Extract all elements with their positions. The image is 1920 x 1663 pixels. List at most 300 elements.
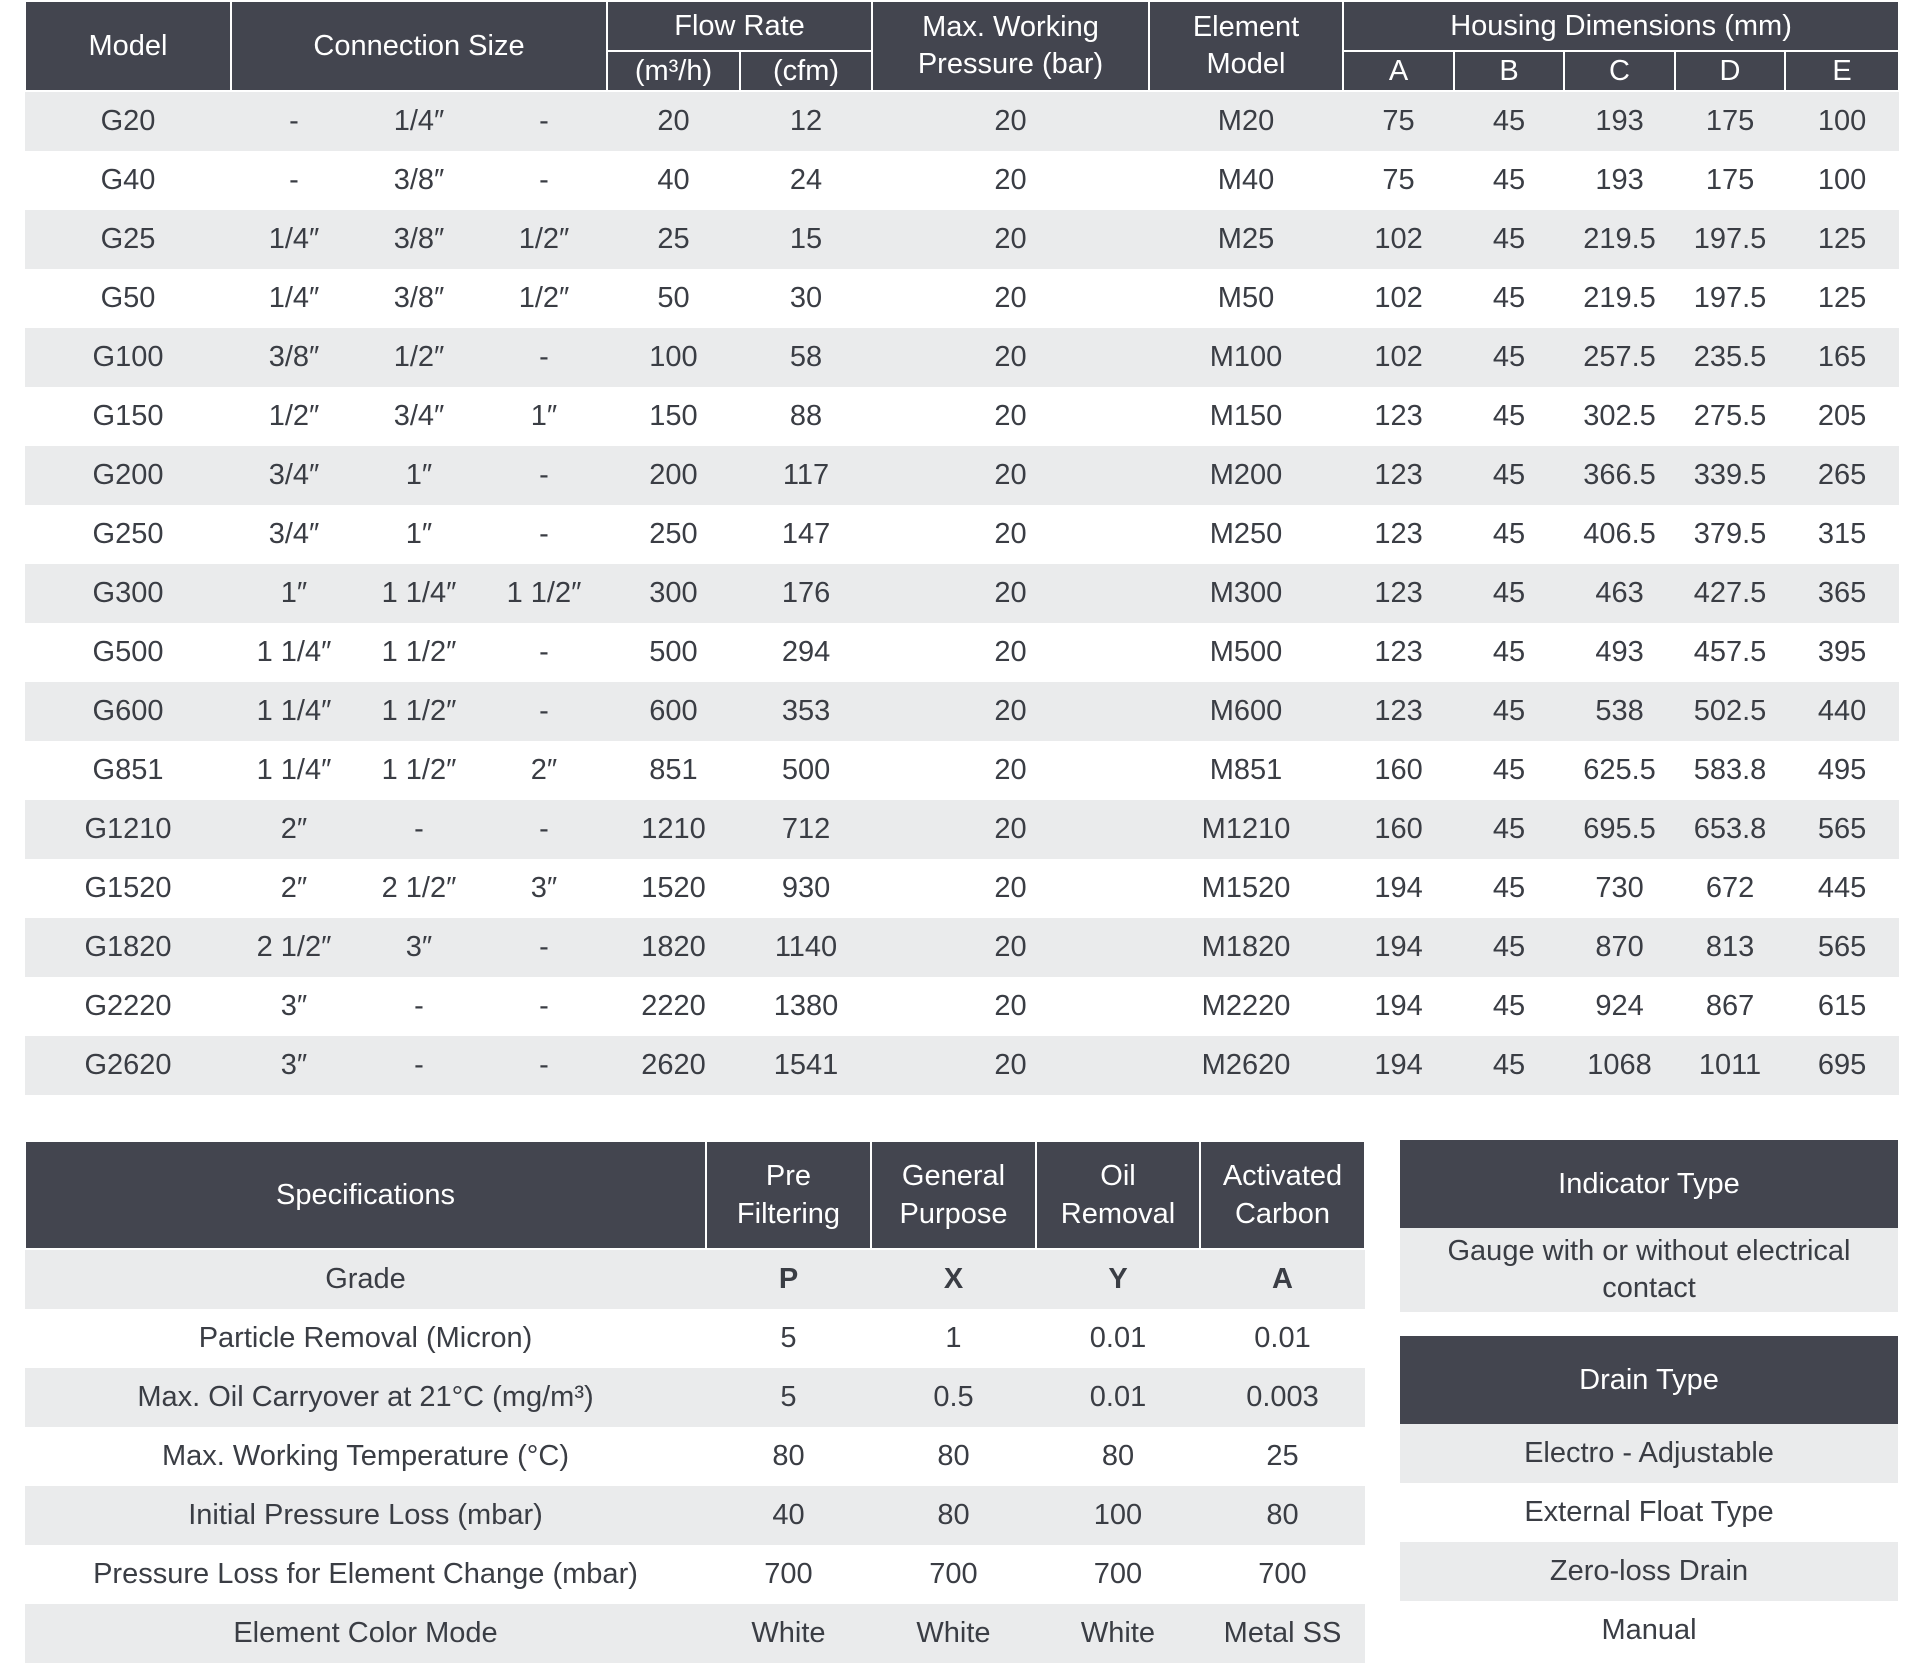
header-dim-b: B [1454, 51, 1564, 91]
header-oil-line2: Removal [1060, 1198, 1176, 1230]
table-cell: M1820 [1149, 918, 1343, 977]
table-row [25, 623, 1899, 682]
spec-value: White [871, 1604, 1036, 1663]
table-row [25, 741, 1899, 800]
table-cell: 20 [872, 564, 1149, 623]
table-cell: 3″ [231, 1036, 357, 1095]
table-cell: 1380 [740, 977, 872, 1036]
table-cell: 123 [1343, 505, 1454, 564]
table-cell: 100 [1785, 91, 1899, 151]
table-row [25, 1036, 1899, 1095]
table-cell: 123 [1343, 623, 1454, 682]
header-flow-rate: Flow Rate [607, 1, 872, 51]
table-cell: 20 [872, 446, 1149, 505]
spec-row [25, 1545, 1365, 1604]
spec-label: Pressure Loss for Element Change (mbar) [25, 1545, 706, 1604]
table-cell: 445 [1785, 859, 1899, 918]
table-cell: 100 [607, 328, 740, 387]
table-cell: 1520 [607, 859, 740, 918]
table-cell: 353 [740, 682, 872, 741]
table-cell: 3/8″ [231, 328, 357, 387]
table-cell: 175 [1675, 151, 1785, 210]
table-cell: 3/8″ [357, 210, 481, 269]
spec-label: Element Color Mode [25, 1604, 706, 1663]
header-pre-filtering [706, 1141, 871, 1249]
table-cell: 102 [1343, 210, 1454, 269]
table-cell: 50 [607, 269, 740, 328]
table-cell: 123 [1343, 564, 1454, 623]
table-cell: 870 [1564, 918, 1675, 977]
header-flow-cfm: (cfm) [740, 51, 872, 91]
table-cell: - [481, 977, 607, 1036]
spec-value: 80 [706, 1427, 871, 1486]
header-connection-size: Connection Size [231, 1, 607, 91]
table-cell: 20 [607, 91, 740, 151]
table-cell: - [231, 91, 357, 151]
table-cell: 102 [1343, 269, 1454, 328]
header-element-line2: Model [1206, 48, 1286, 80]
table-cell: 12 [740, 91, 872, 151]
table-cell: 194 [1343, 918, 1454, 977]
table-cell: 20 [872, 505, 1149, 564]
table-cell: 20 [872, 800, 1149, 859]
table-cell: 250 [607, 505, 740, 564]
table-cell: 123 [1343, 682, 1454, 741]
table-cell: 20 [872, 741, 1149, 800]
table-cell: 102 [1343, 328, 1454, 387]
table-cell: 20 [872, 1036, 1149, 1095]
header-model: Model [25, 1, 231, 91]
table-cell: 117 [740, 446, 872, 505]
table-cell: G25 [25, 210, 231, 269]
table-row [25, 151, 1899, 210]
table-cell: 193 [1564, 151, 1675, 210]
table-cell: 45 [1454, 623, 1564, 682]
table-cell: 235.5 [1675, 328, 1785, 387]
table-cell: - [481, 446, 607, 505]
table-cell: M500 [1149, 623, 1343, 682]
spec-label: Initial Pressure Loss (mbar) [25, 1486, 706, 1545]
table-row [25, 387, 1899, 446]
table-cell: G600 [25, 682, 231, 741]
table-cell: 165 [1785, 328, 1899, 387]
table-cell: 160 [1343, 741, 1454, 800]
table-cell: 300 [607, 564, 740, 623]
spec-value: P [706, 1249, 871, 1309]
table-cell: 1820 [607, 918, 740, 977]
spec-row [25, 1249, 1365, 1309]
header-carbon-line2: Carbon [1234, 1198, 1331, 1230]
header-element-line1: Element [1192, 11, 1300, 43]
table-cell: - [481, 623, 607, 682]
table-cell: 395 [1785, 623, 1899, 682]
table-row [25, 918, 1899, 977]
table-cell: 1/4″ [357, 91, 481, 151]
table-cell: 294 [740, 623, 872, 682]
header-pressure-line2: Pressure (bar) [917, 48, 1104, 80]
spec-value: 700 [1200, 1545, 1365, 1604]
table-cell: 406.5 [1564, 505, 1675, 564]
table-cell: 2 1/2″ [357, 859, 481, 918]
table-cell: 2220 [607, 977, 740, 1036]
table-row [25, 977, 1899, 1036]
spec-value: 0.01 [1036, 1368, 1200, 1427]
table-cell: 730 [1564, 859, 1675, 918]
table-cell: 45 [1454, 800, 1564, 859]
table-cell: 197.5 [1675, 210, 1785, 269]
table-cell: M1210 [1149, 800, 1343, 859]
spec-value: 0.5 [871, 1368, 1036, 1427]
table-cell: M25 [1149, 210, 1343, 269]
spec-value: White [1036, 1604, 1200, 1663]
table-cell: - [481, 328, 607, 387]
header-dim-c: C [1564, 51, 1675, 91]
table-cell: 1/2″ [481, 210, 607, 269]
spec-row [25, 1368, 1365, 1427]
table-cell: M150 [1149, 387, 1343, 446]
table-cell: 1/4″ [231, 210, 357, 269]
drain-type-item: External Float Type [1400, 1483, 1898, 1542]
table-cell: 45 [1454, 505, 1564, 564]
table-cell: 45 [1454, 977, 1564, 1036]
table-cell: 502.5 [1675, 682, 1785, 741]
table-cell: 315 [1785, 505, 1899, 564]
header-dim-a: A [1343, 51, 1454, 91]
table-cell: 58 [740, 328, 872, 387]
table-cell: 1/2″ [231, 387, 357, 446]
table-cell: 1/2″ [481, 269, 607, 328]
table-row [25, 269, 1899, 328]
table-cell: 583.8 [1675, 741, 1785, 800]
table-cell: G2620 [25, 1036, 231, 1095]
table-cell: 20 [872, 151, 1149, 210]
drain-type-item: Electro - Adjustable [1400, 1424, 1898, 1483]
table-cell: 813 [1675, 918, 1785, 977]
table-cell: 339.5 [1675, 446, 1785, 505]
table-cell: 1 1/2″ [481, 564, 607, 623]
table-cell: 1140 [740, 918, 872, 977]
table-cell: G40 [25, 151, 231, 210]
table-cell: 45 [1454, 446, 1564, 505]
table-cell: M1520 [1149, 859, 1343, 918]
table-cell: G150 [25, 387, 231, 446]
table-cell: 538 [1564, 682, 1675, 741]
table-cell: 219.5 [1564, 269, 1675, 328]
table-cell: 20 [872, 210, 1149, 269]
table-cell: 1″ [231, 564, 357, 623]
table-cell: 600 [607, 682, 740, 741]
table-cell: M100 [1149, 328, 1343, 387]
table-cell: 20 [872, 859, 1149, 918]
table-cell: 427.5 [1675, 564, 1785, 623]
spec-label: Particle Removal (Micron) [25, 1309, 706, 1368]
table-cell: 45 [1454, 91, 1564, 151]
header-max-working-pressure [872, 1, 1149, 91]
table-cell: 40 [607, 151, 740, 210]
table-cell: 653.8 [1675, 800, 1785, 859]
table-cell: 125 [1785, 210, 1899, 269]
spec-row [25, 1427, 1365, 1486]
table-cell: 615 [1785, 977, 1899, 1036]
table-cell: M40 [1149, 151, 1343, 210]
table-cell: 924 [1564, 977, 1675, 1036]
table-cell: 45 [1454, 269, 1564, 328]
table-row [25, 564, 1899, 623]
table-cell: 1/4″ [231, 269, 357, 328]
drain-type-header: Drain Type [1400, 1336, 1898, 1424]
table-cell: 2″ [231, 800, 357, 859]
table-cell: 20 [872, 91, 1149, 151]
table-cell: G200 [25, 446, 231, 505]
spec-value: Metal SS [1200, 1604, 1365, 1663]
table-cell: 1 1/4″ [231, 682, 357, 741]
table-row [25, 859, 1899, 918]
header-carbon-line1: Activated [1222, 1160, 1343, 1192]
table-cell: M2220 [1149, 977, 1343, 1036]
table-cell: 495 [1785, 741, 1899, 800]
table-cell: 20 [872, 387, 1149, 446]
table-cell: 2″ [231, 859, 357, 918]
table-row [25, 505, 1899, 564]
indicator-type-header: Indicator Type [1400, 1140, 1898, 1228]
table-cell: 100 [1785, 151, 1899, 210]
header-activated-carbon [1200, 1141, 1365, 1249]
table-cell: G1820 [25, 918, 231, 977]
table-cell: 123 [1343, 387, 1454, 446]
table-cell: 200 [607, 446, 740, 505]
spec-row [25, 1486, 1365, 1545]
table-cell: G1520 [25, 859, 231, 918]
table-cell: - [481, 151, 607, 210]
table-cell: G2220 [25, 977, 231, 1036]
table-cell: 500 [740, 741, 872, 800]
header-pre-line1: Pre [765, 1160, 812, 1192]
table-cell: 3/4″ [231, 446, 357, 505]
table-cell: 1 1/2″ [357, 623, 481, 682]
table-cell: M851 [1149, 741, 1343, 800]
header-housing-dimensions: Housing Dimensions (mm) [1343, 1, 1899, 51]
table-row [25, 91, 1899, 151]
header-pre-line2: Filtering [736, 1198, 841, 1230]
header-oil-line1: Oil [1100, 1160, 1136, 1192]
table-cell: 194 [1343, 977, 1454, 1036]
table-cell: - [357, 1036, 481, 1095]
table-cell: 147 [740, 505, 872, 564]
filter-model-table [24, 0, 1900, 1095]
table-cell: 45 [1454, 741, 1564, 800]
spec-value: White [706, 1604, 871, 1663]
table-cell: 265 [1785, 446, 1899, 505]
table-row [25, 446, 1899, 505]
table-cell: 15 [740, 210, 872, 269]
table-cell: 2 1/2″ [231, 918, 357, 977]
table-cell: 176 [740, 564, 872, 623]
table-cell: M300 [1149, 564, 1343, 623]
table-cell: 75 [1343, 91, 1454, 151]
drain-type-item: Zero-loss Drain [1400, 1542, 1898, 1601]
indicator-type-text: Gauge with or without electrical contact [1447, 1235, 1851, 1304]
table-cell: 1 1/2″ [357, 682, 481, 741]
table-cell: 24 [740, 151, 872, 210]
table-cell: 257.5 [1564, 328, 1675, 387]
table-cell: 275.5 [1675, 387, 1785, 446]
table-cell: 1210 [607, 800, 740, 859]
table-cell: G851 [25, 741, 231, 800]
table-cell: 440 [1785, 682, 1899, 741]
table-cell: 45 [1454, 918, 1564, 977]
table-cell: 3″ [357, 918, 481, 977]
table-cell: - [481, 1036, 607, 1095]
table-cell: 1 1/4″ [231, 741, 357, 800]
table-cell: G500 [25, 623, 231, 682]
table-cell: 45 [1454, 387, 1564, 446]
header-pressure-line1: Max. Working [922, 11, 1099, 43]
table-cell: 45 [1454, 1036, 1564, 1095]
spec-value: 700 [871, 1545, 1036, 1604]
table-cell: 463 [1564, 564, 1675, 623]
spec-value: 40 [706, 1486, 871, 1545]
table-cell: 1541 [740, 1036, 872, 1095]
table-cell: 712 [740, 800, 872, 859]
table-cell: G20 [25, 91, 231, 151]
table-cell: 3/8″ [357, 151, 481, 210]
table-cell: 565 [1785, 918, 1899, 977]
spec-value: 80 [871, 1486, 1036, 1545]
spec-value: 25 [1200, 1427, 1365, 1486]
table-cell: 20 [872, 918, 1149, 977]
table-cell: 1068 [1564, 1036, 1675, 1095]
drain-type-list [1400, 1424, 1898, 1660]
header-flow-m3h: (m³/h) [607, 51, 740, 91]
spec-value: 1 [871, 1309, 1036, 1368]
table-cell: 1/2″ [357, 328, 481, 387]
table-cell: 20 [872, 328, 1149, 387]
specifications-table [24, 1140, 1366, 1663]
table-cell: 930 [740, 859, 872, 918]
table-cell: 3/8″ [357, 269, 481, 328]
table-cell: 45 [1454, 859, 1564, 918]
spec-value: 80 [871, 1427, 1036, 1486]
table-cell: M600 [1149, 682, 1343, 741]
table-cell: 20 [872, 977, 1149, 1036]
table-cell: G300 [25, 564, 231, 623]
spec-value: 5 [706, 1309, 871, 1368]
table-cell: 672 [1675, 859, 1785, 918]
side-panel [1400, 1140, 1898, 1660]
spec-value: 0.01 [1200, 1309, 1365, 1368]
table-cell: 500 [607, 623, 740, 682]
header-general-line1: General [901, 1160, 1006, 1192]
spec-value: 0.01 [1036, 1309, 1200, 1368]
table-cell: 219.5 [1564, 210, 1675, 269]
table-cell: - [357, 977, 481, 1036]
spec-value: 700 [706, 1545, 871, 1604]
spec-row [25, 1309, 1365, 1368]
header-oil-removal [1036, 1141, 1200, 1249]
table-cell: 30 [740, 269, 872, 328]
table-cell: 193 [1564, 91, 1675, 151]
table-cell: 1011 [1675, 1036, 1785, 1095]
table-row [25, 682, 1899, 741]
table-cell: - [481, 918, 607, 977]
table-cell: 1 1/4″ [357, 564, 481, 623]
table-cell: 695.5 [1564, 800, 1675, 859]
table-cell: - [481, 505, 607, 564]
header-general-line2: Purpose [899, 1198, 1008, 1230]
table-cell: 565 [1785, 800, 1899, 859]
table-row [25, 210, 1899, 269]
spec-label: Max. Oil Carryover at 21°C (mg/m³) [25, 1368, 706, 1427]
table-cell: 1 1/4″ [231, 623, 357, 682]
table-cell: 1″ [481, 387, 607, 446]
spec-value: A [1200, 1249, 1365, 1309]
spec-row [25, 1604, 1365, 1663]
spec-value: 700 [1036, 1545, 1200, 1604]
spec-value: 0.003 [1200, 1368, 1365, 1427]
table-cell: 3″ [481, 859, 607, 918]
spec-label: Grade [25, 1249, 706, 1309]
table-cell: 20 [872, 623, 1149, 682]
table-row [25, 800, 1899, 859]
table-cell: 160 [1343, 800, 1454, 859]
header-dim-e: E [1785, 51, 1899, 91]
table-cell: 20 [872, 269, 1149, 328]
table-cell: 175 [1675, 91, 1785, 151]
drain-type-item: Manual [1400, 1601, 1898, 1660]
header-dim-d: D [1675, 51, 1785, 91]
table-cell: - [481, 91, 607, 151]
spec-value: X [871, 1249, 1036, 1309]
table-cell: M50 [1149, 269, 1343, 328]
table-cell: 867 [1675, 977, 1785, 1036]
table-cell: G250 [25, 505, 231, 564]
table-cell: M2620 [1149, 1036, 1343, 1095]
spec-value: 5 [706, 1368, 871, 1427]
table-cell: 302.5 [1564, 387, 1675, 446]
table-cell: 3/4″ [231, 505, 357, 564]
table-cell: 205 [1785, 387, 1899, 446]
table-cell: - [481, 800, 607, 859]
table-cell: M200 [1149, 446, 1343, 505]
table-cell: 45 [1454, 210, 1564, 269]
table-cell: 1″ [357, 505, 481, 564]
table-cell: 20 [872, 682, 1149, 741]
table-cell: G1210 [25, 800, 231, 859]
table-cell: 365 [1785, 564, 1899, 623]
spec-value: 100 [1036, 1486, 1200, 1545]
table-cell: 695 [1785, 1036, 1899, 1095]
indicator-type-value [1400, 1228, 1898, 1312]
table-cell: 25 [607, 210, 740, 269]
table-cell: 125 [1785, 269, 1899, 328]
table-cell: 45 [1454, 328, 1564, 387]
table-cell: 457.5 [1675, 623, 1785, 682]
table-cell: 493 [1564, 623, 1675, 682]
table-cell: 625.5 [1564, 741, 1675, 800]
table-cell: 45 [1454, 564, 1564, 623]
table-cell: G100 [25, 328, 231, 387]
table-cell: 366.5 [1564, 446, 1675, 505]
table-cell: 194 [1343, 1036, 1454, 1095]
table-cell: G50 [25, 269, 231, 328]
table-cell: - [231, 151, 357, 210]
table-cell: 3/4″ [357, 387, 481, 446]
table-cell: 123 [1343, 446, 1454, 505]
header-element-model [1149, 1, 1343, 91]
spec-value: Y [1036, 1249, 1200, 1309]
table-cell: 45 [1454, 151, 1564, 210]
spec-value: 80 [1036, 1427, 1200, 1486]
